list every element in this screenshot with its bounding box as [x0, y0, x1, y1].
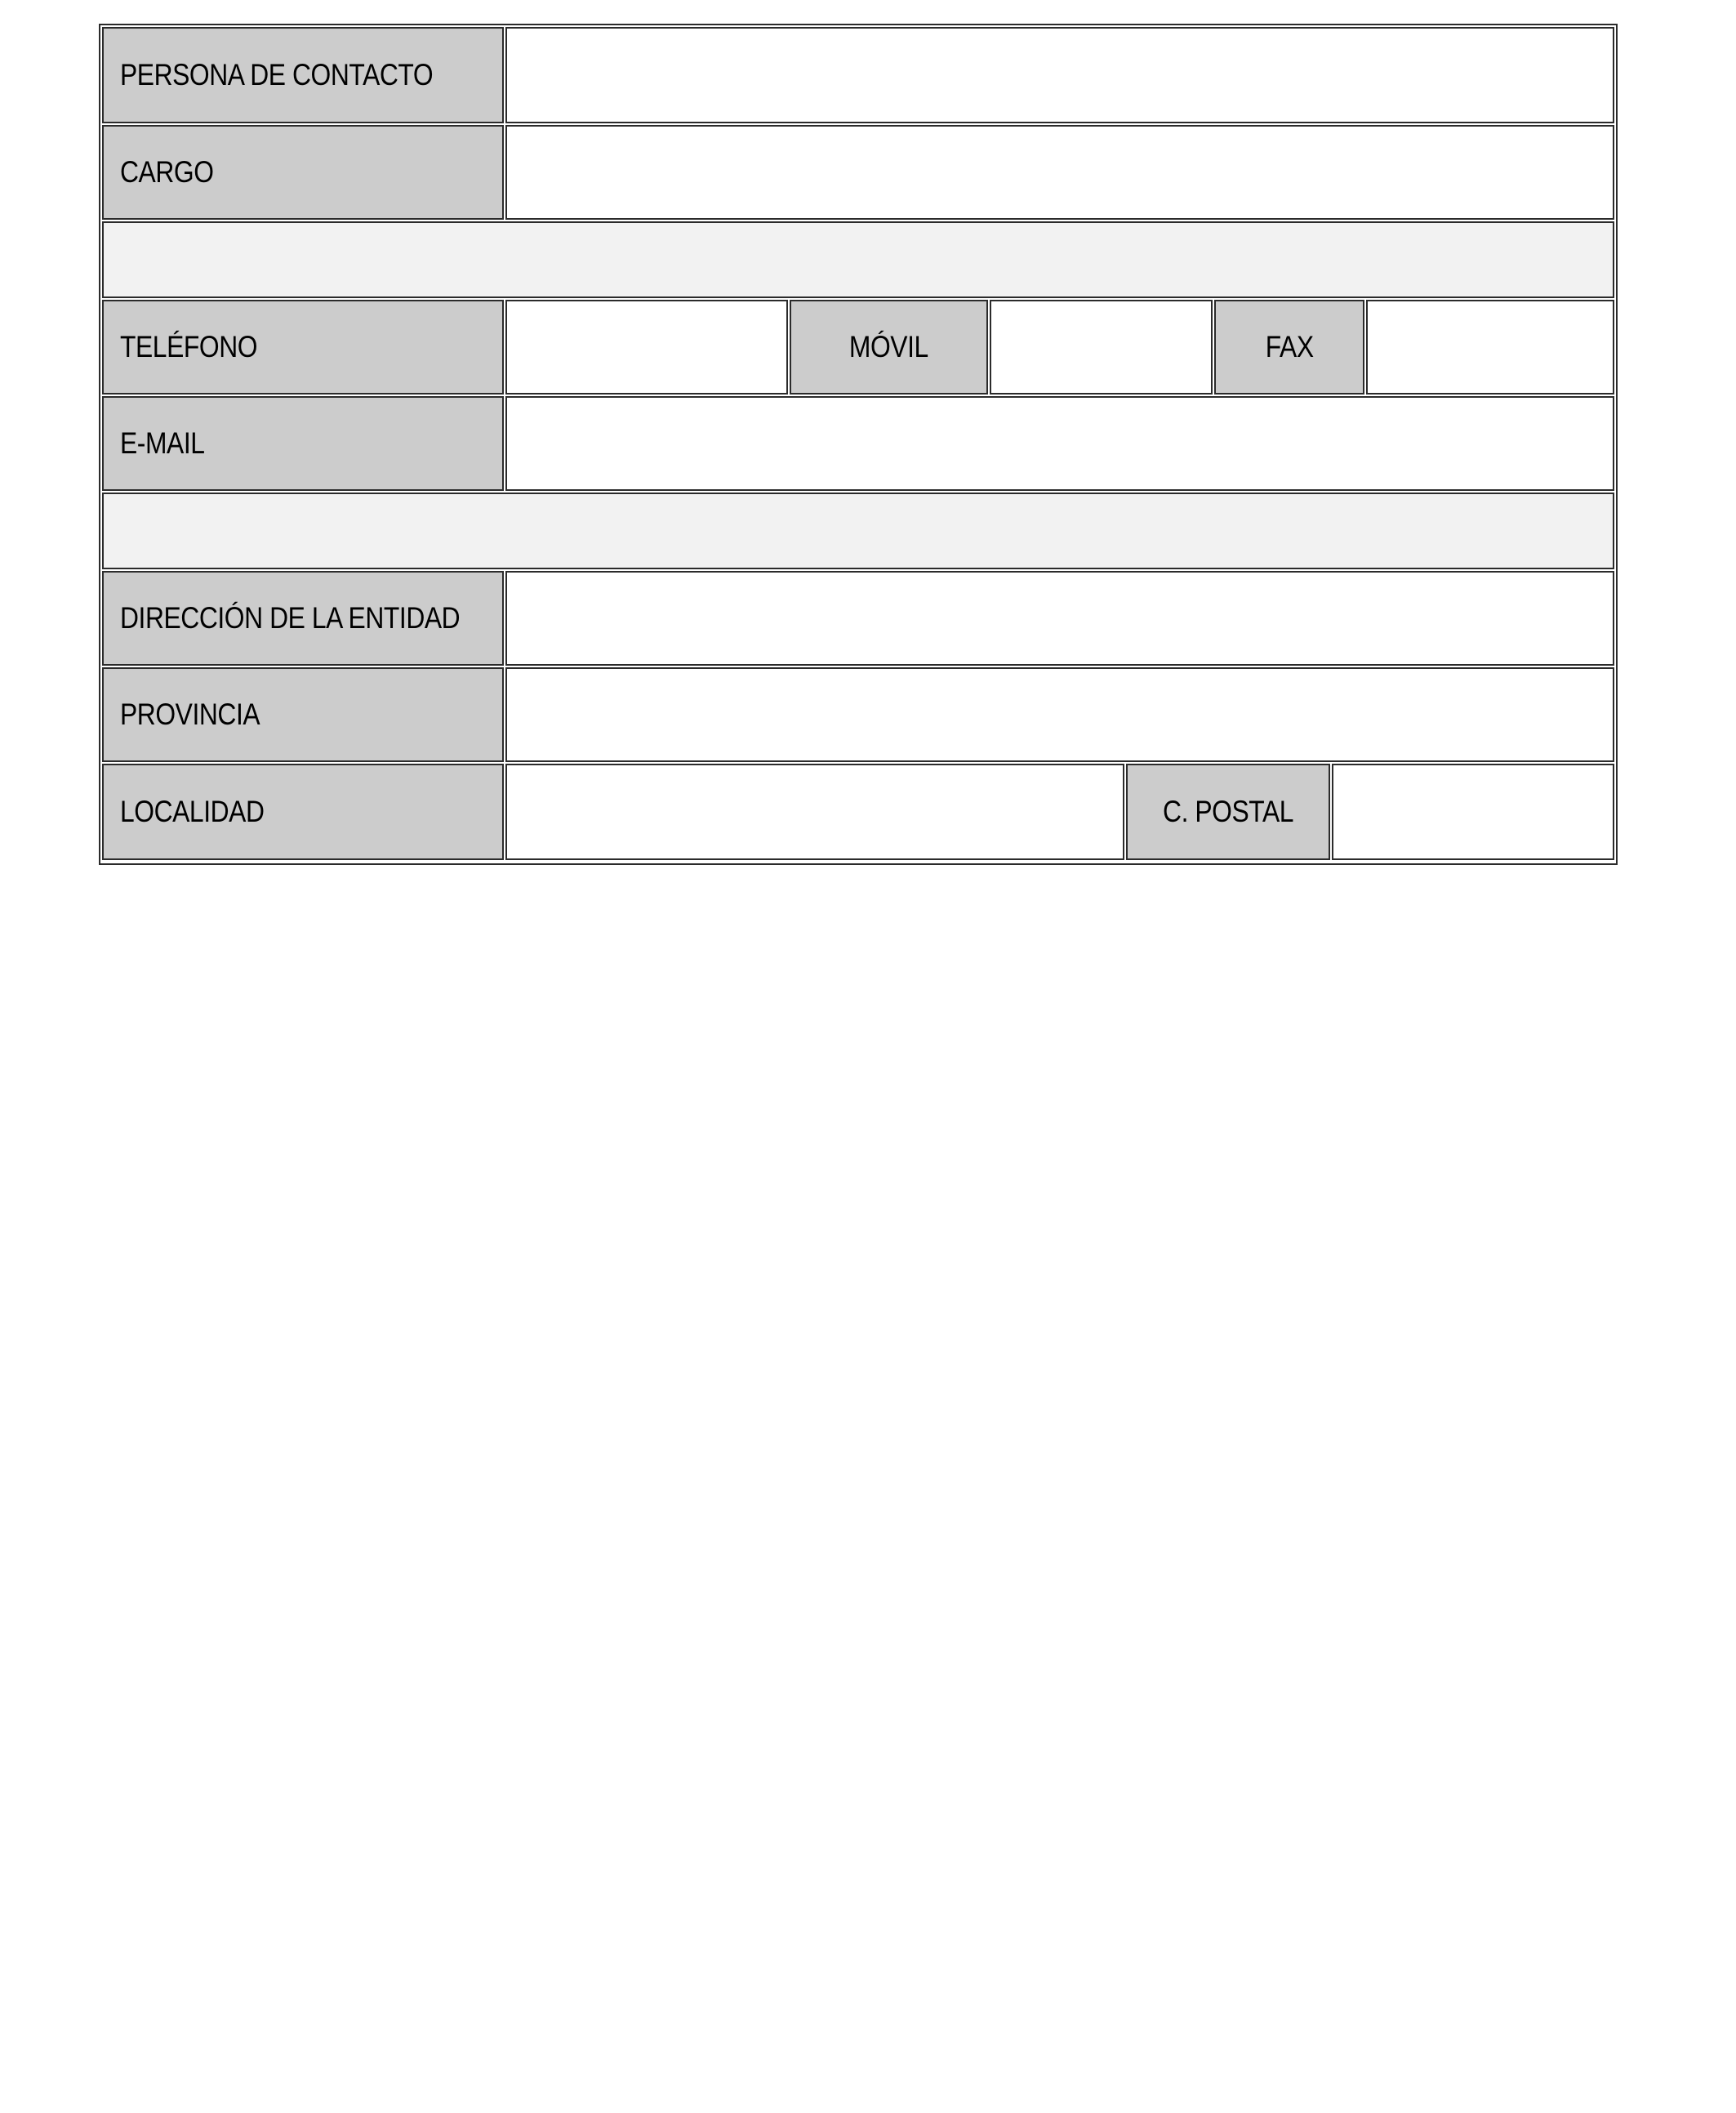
- row-contact-person: [102, 27, 1614, 123]
- phone-label-text: TELÉFONO: [120, 330, 258, 363]
- phone-label: [102, 300, 504, 395]
- mobile-field[interactable]: [990, 300, 1213, 395]
- postal-code-label: [1126, 764, 1330, 860]
- province-label-text: PROVINCIA: [120, 698, 260, 731]
- postal-code-field[interactable]: [1332, 764, 1614, 860]
- contact-person-field[interactable]: [505, 27, 1614, 123]
- fax-label: [1214, 300, 1364, 395]
- contact-person-label-text: PERSONA DE CONTACTO: [120, 58, 434, 91]
- email-label-text: E-MAIL: [120, 426, 205, 460]
- contact-person-label: [102, 27, 504, 123]
- entity-address-label-text: DIRECCIÓN DE LA ENTIDAD: [120, 601, 461, 635]
- province-field[interactable]: [505, 667, 1614, 762]
- postal-code-label-text: C. POSTAL: [1163, 795, 1293, 828]
- email-field[interactable]: [505, 396, 1614, 491]
- spacer-cell-1: [102, 221, 1614, 298]
- province-label: [102, 667, 504, 762]
- row-phone: [102, 300, 1614, 395]
- spacer-cell-2: [102, 493, 1614, 569]
- row-email: [102, 396, 1614, 491]
- locality-label-text: LOCALIDAD: [120, 795, 265, 828]
- spacer-row-2: [102, 493, 1614, 569]
- fax-field[interactable]: [1366, 300, 1614, 395]
- entity-address-field[interactable]: [505, 571, 1614, 666]
- email-label: [102, 396, 504, 491]
- mobile-label: [790, 300, 988, 395]
- position-label: [102, 125, 504, 220]
- row-entity-address: [102, 571, 1614, 666]
- entity-address-label: [102, 571, 504, 666]
- locality-label: [102, 764, 504, 860]
- position-label-text: CARGO: [120, 155, 214, 189]
- contact-form-table: [99, 24, 1618, 865]
- row-locality: [102, 764, 1614, 860]
- phone-field[interactable]: [505, 300, 788, 395]
- fax-label-text: FAX: [1265, 330, 1314, 363]
- row-position: [102, 125, 1614, 220]
- locality-field[interactable]: [505, 764, 1124, 860]
- row-province: [102, 667, 1614, 762]
- mobile-label-text: MÓVIL: [849, 330, 928, 363]
- spacer-row-1: [102, 221, 1614, 298]
- position-field[interactable]: [505, 125, 1614, 220]
